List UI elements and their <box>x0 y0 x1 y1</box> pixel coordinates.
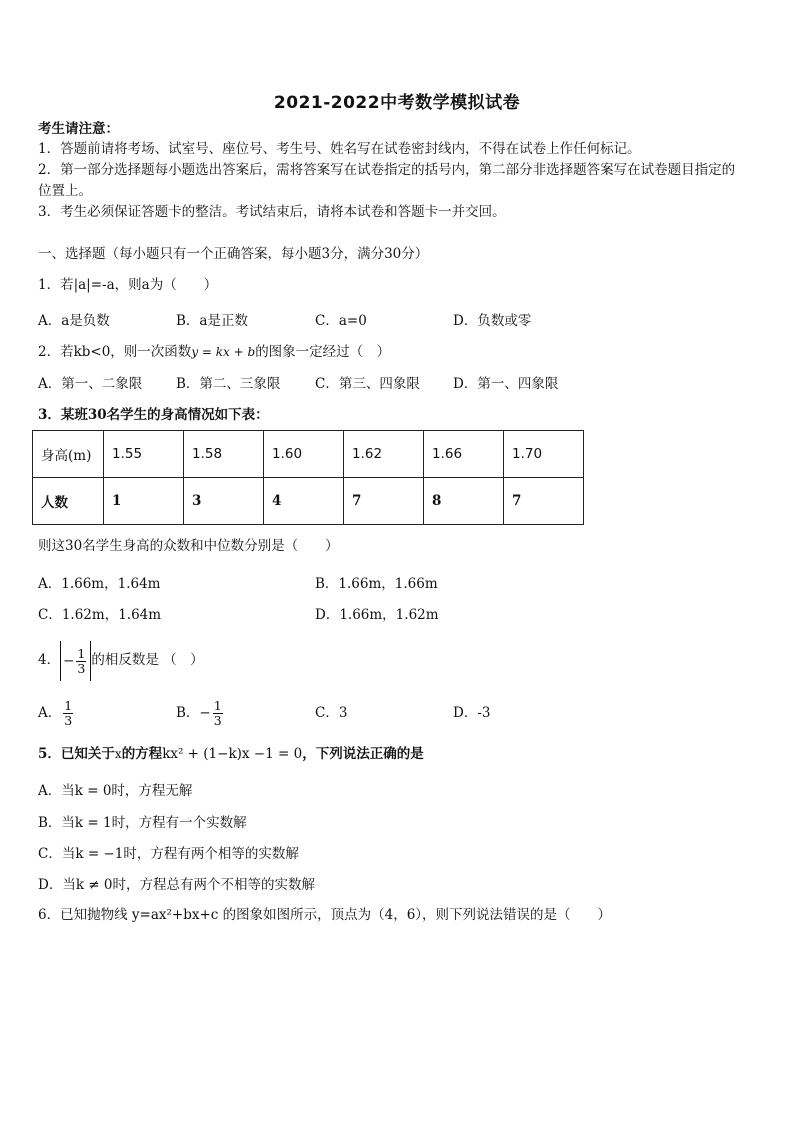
q5-stem-mid: 的方程 <box>121 746 163 762</box>
q4-option-a-label: A． <box>38 705 62 721</box>
q4-stem <box>38 640 204 681</box>
q5-option-a-label: A．当 <box>38 783 75 799</box>
q2-formula: y = kx + b <box>191 345 256 359</box>
table-cell: 3 <box>184 478 264 525</box>
q4-number: 4． <box>38 652 61 668</box>
table-header-height: 身高(m) <box>33 431 104 478</box>
q2-option-c: C．第三、四象限 <box>315 376 420 392</box>
q4-option-a <box>38 693 75 733</box>
notice-item-2-cont: 位置上。 <box>38 183 92 199</box>
q4-option-b-label: B． <box>176 705 200 721</box>
q5-stem <box>38 745 424 763</box>
q1-option-a: A．a是负数 <box>38 313 110 329</box>
q3-option-b: B．1.66m，1.66m <box>315 576 438 592</box>
q5-option-d-text: 时，方程总有两个不相等的实数解 <box>112 877 315 893</box>
height-table <box>32 430 584 525</box>
q4-option-d: D．-3 <box>453 705 491 721</box>
q4-option-b-minus: − <box>199 705 211 721</box>
q5-option-c <box>38 845 299 863</box>
page-title: 2021-2022中考数学模拟试卷 <box>273 93 521 113</box>
q5-option-b-cond: k = 1 <box>74 815 112 831</box>
q3-option-d: D．1.66m，1.62m <box>315 607 439 623</box>
q3-stem: 3．某班30名学生的身高情况如下表： <box>38 407 269 423</box>
q2-option-b: B．第二、三象限 <box>176 376 281 392</box>
q5-option-b-label: B．当 <box>38 815 75 831</box>
q5-var: x <box>114 747 122 761</box>
notice-heading: 考生请注意： <box>38 121 119 137</box>
table-cell: 1.66 <box>424 431 504 478</box>
q3-question: 则这30名学生身高的众数和中位数分别是（ ） <box>38 538 339 554</box>
q4-option-b-den: 3 <box>213 713 222 728</box>
q5-option-b <box>38 814 247 832</box>
q4-minus: − <box>63 652 75 669</box>
q4-stem-post: 的相反数是 （ ） <box>91 652 204 668</box>
table-cell: 4 <box>264 478 344 525</box>
q4-option-b-fraction <box>213 699 223 728</box>
q2-stem-post: 的图象一定经过（ ） <box>255 344 391 360</box>
q4-option-a-fraction <box>63 699 73 728</box>
notice-item-3: 3．考生必须保证答题卡的整洁。考试结束后，请将本试卷和答题卡一并交回。 <box>38 204 506 220</box>
q4-absolute-value <box>60 641 91 681</box>
table-cell: 1.55 <box>104 431 184 478</box>
q5-option-d-cond: k ≠ 0 <box>75 877 113 893</box>
q5-stem-pre: 5．已知关于 <box>38 746 115 762</box>
q4-option-a-num: 1 <box>64 698 73 713</box>
table-cell: 7 <box>344 478 424 525</box>
q5-formula: kx² + (1−k)x −1 = 0 <box>162 746 303 762</box>
q5-option-c-label: C．当 <box>38 846 76 862</box>
q3-option-c: C．1.62m，1.64m <box>38 607 162 623</box>
q5-option-b-text: 时，方程有一个实数解 <box>111 815 247 831</box>
q5-option-c-text: 时，方程有两个相等的实数解 <box>123 846 299 862</box>
q6-stem: 6．已知抛物线 y=ax²+bx+c 的图象如图所示，顶点为（4，6），则下列说法错误的是（ ） <box>38 907 612 923</box>
table-row-height <box>33 431 584 478</box>
q5-option-c-cond: k = −1 <box>75 846 124 862</box>
q5-option-d <box>38 876 315 894</box>
q4-option-b-num: 1 <box>213 698 222 713</box>
section-heading: 一、选择题（每小题只有一个正确答案，每小题3分，满分30分） <box>38 246 429 262</box>
q2-option-a: A．第一、二象限 <box>38 376 143 392</box>
notice-item-1: 1．答题前请将考场、试室号、座位号、考生号、姓名写在试卷密封线内，不得在试卷上作任何标记。 <box>38 141 641 157</box>
q4-option-c: C．3 <box>315 705 348 721</box>
q5-option-a-text: 时，方程无解 <box>111 783 193 799</box>
q5-option-a <box>38 782 192 800</box>
q4-option-a-den: 3 <box>64 713 73 728</box>
q4-fraction <box>76 647 86 676</box>
q4-frac-num: 1 <box>77 645 86 661</box>
q4-frac-den: 3 <box>77 660 86 676</box>
table-cell: 8 <box>424 478 504 525</box>
q5-option-a-cond: k = 0 <box>74 783 112 799</box>
q1-stem: 1．若|a|=-a，则a为（ ） <box>38 277 218 293</box>
table-cell: 1.58 <box>184 431 264 478</box>
table-cell: 1.60 <box>264 431 344 478</box>
table-cell: 1 <box>104 478 184 525</box>
table-cell: 1.62 <box>344 431 424 478</box>
q1-option-d: D．负数或零 <box>453 313 532 329</box>
table-row-count <box>33 478 584 525</box>
table-cell: 7 <box>504 478 584 525</box>
q2-stem-pre: 2．若kb<0，则一次函数 <box>38 344 192 360</box>
q4-option-b <box>176 693 225 733</box>
q2-stem <box>38 343 390 361</box>
table-cell: 1.70 <box>504 431 584 478</box>
table-header-count: 人数 <box>33 478 104 525</box>
q3-option-a: A．1.66m，1.64m <box>38 576 161 592</box>
q2-option-d: D．第一、四象限 <box>453 376 559 392</box>
q5-stem-post: ，下列说法正确的是 <box>302 746 424 762</box>
notice-item-2: 2．第一部分选择题每小题选出答案后，需将答案写在试卷指定的括号内，第二部分非选择题答案写在试卷题目指定的 <box>38 162 736 178</box>
q1-option-c: C．a=0 <box>315 313 367 329</box>
q1-option-b: B．a是正数 <box>176 313 248 329</box>
q5-option-d-label: D．当 <box>38 877 76 893</box>
